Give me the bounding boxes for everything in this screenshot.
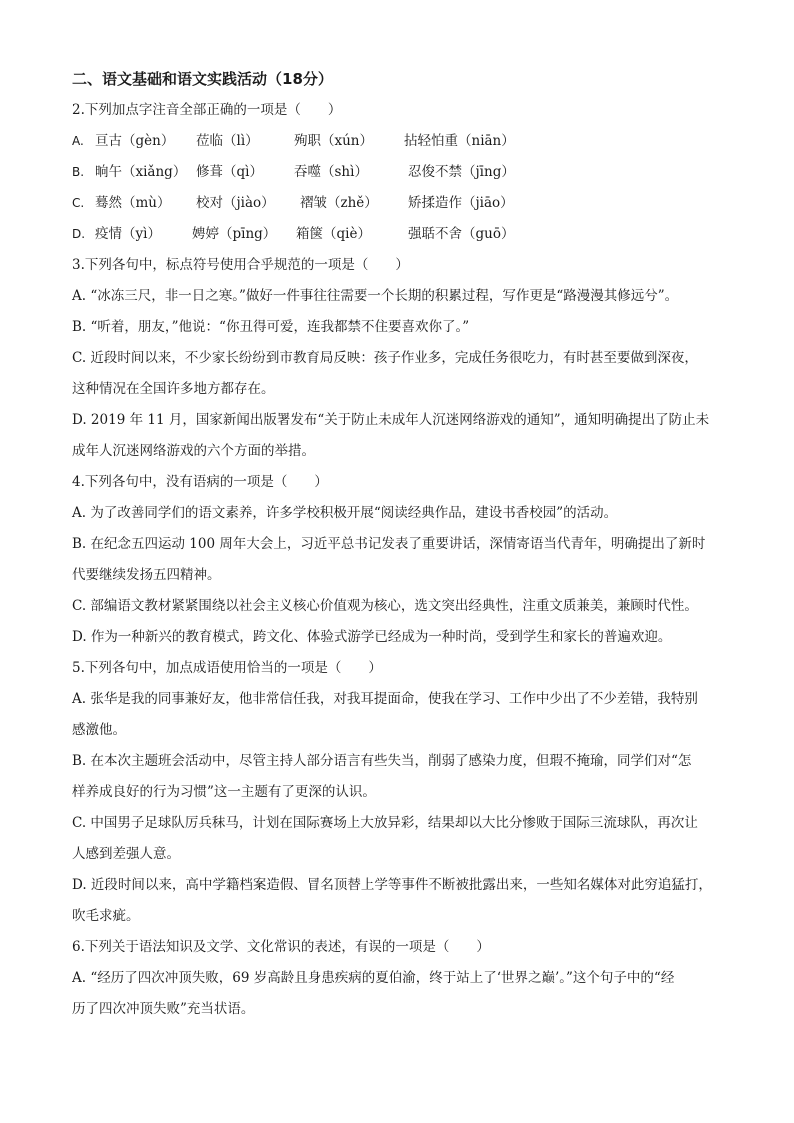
question-4-option-d: D. 作为一种新兴的教育模式，跨文化、体验式游学已经成为一种时尚，受到学生和家长的普遍欢迎。 — [72, 629, 672, 645]
question-3-stem: 3.下列各句中，标点符号使用合乎规范的一项是（ ） — [72, 257, 409, 273]
option-word: 吞噬（shì） — [294, 164, 368, 180]
question-5-option-a-line-2: 感激他。 — [72, 722, 126, 738]
option-word: 蓦然（mù） — [95, 195, 171, 211]
question-5-option-b-line-1: B. 在本次主题班会活动中，尽管主持人部分语言有些失当，削弱了感染力度，但瑕不掩瑜，同学们对“怎 — [72, 753, 692, 769]
option-label: C. — [72, 196, 85, 210]
question-4-option-b-line-2: 代要继续发扬五四精神。 — [72, 567, 221, 583]
question-4-option-a: A. 为了改善同学们的语文素养，许多学校积极开展“阅读经典作品，建设书香校园”的活动。 — [72, 505, 618, 521]
question-5-option-d-line-1: D. 近段时间以来，高中学籍档案造假、冒名顶替上学等事件不断被批露出来，一些知名媒体对此穷追猛打， — [72, 877, 712, 893]
question-5-option-a-line-1: A. 张华是我的同事兼好友，他非常信任我，对我耳提面命，使我在学习、工作中少出了不少差错，我特别 — [72, 691, 698, 707]
question-2-stem: 2.下列加点字注音全部正确的一项是（ ） — [72, 102, 342, 118]
option-word: 亘古（gèn） — [95, 133, 175, 149]
option-word: 矫揉造作（jiāo） — [408, 195, 514, 211]
option-word: 疫情（yì） — [95, 226, 161, 242]
section-title: 二、语文基础和语文实践活动（18分） — [72, 70, 333, 88]
option-word: 校对（jiào） — [196, 195, 275, 211]
question-6-option-a-line-1: A. “经历了四次冲顶失败，69 岁高龄且身患疾病的夏伯渝，终于站上了‘世界之巅’。”这个句子中的“经 — [72, 970, 675, 986]
question-3-option-a: A. “冰冻三尺，非一日之寒。”做好一件事往往需要一个长期的积累过程，写作更是“路漫漫其修远兮”。 — [72, 288, 679, 304]
option-label: D. — [72, 227, 86, 241]
option-word: 箱箧（qiè） — [296, 226, 371, 242]
option-word: 殉职（xún） — [294, 133, 374, 149]
question-2-option-a — [72, 126, 728, 157]
option-word: 娉婷（pīng） — [192, 226, 277, 242]
option-word: 强聒不舍（guō） — [408, 226, 515, 242]
question-3-option-d-line-2: 成年人沉迷网络游戏的六个方面的举措。 — [72, 443, 315, 459]
option-word: 晌午（xiǎng） — [95, 164, 187, 180]
question-5-option-c-line-2: 人感到差强人意。 — [72, 846, 180, 862]
exam-page — [72, 64, 728, 1025]
question-5-option-c-line-1: C. 中国男子足球队厉兵秣马，计划在国际赛场上大放异彩，结果却以大比分惨败于国际三流球队，再次让 — [72, 815, 698, 831]
option-label: B. — [72, 165, 85, 179]
question-4-stem: 4.下列各句中，没有语病的一项是（ ） — [72, 474, 328, 490]
option-word: 修葺（qì） — [196, 164, 263, 180]
question-5-option-d-line-2: 吹毛求疵。 — [72, 908, 140, 924]
question-3-option-d-line-1: D. 2019 年 11 月，国家新闻出版署发布“关于防止未成年人沉迷网络游戏的通知”，通知明确提出了防止未 — [72, 412, 710, 428]
option-word: 忍俊不禁（jīng） — [408, 164, 515, 180]
question-6-stem: 6.下列关于语法知识及文学、文化常识的表述，有误的一项是（ ） — [72, 939, 490, 955]
question-5-option-b-line-2: 样养成良好的行为习惯”这一主题有了更深的认识。 — [72, 784, 376, 800]
question-2-option-d — [72, 219, 728, 250]
question-3-option-c-line-1: C. 近段时间以来，不少家长纷纷到市教育局反映：孩子作业多，完成任务很吃力，有时甚至要做到深夜， — [72, 350, 698, 366]
option-label: A. — [72, 134, 84, 148]
question-2-option-b — [72, 157, 728, 188]
question-3-option-c-line-2: 这种情况在全国许多地方都存在。 — [72, 381, 275, 397]
option-word: 莅临（lì） — [196, 133, 259, 149]
question-2-option-c — [72, 188, 728, 219]
question-3-option-b: B. “听着，朋友，”他说：“你丑得可爱，连我都禁不住要喜欢你了。” — [72, 319, 470, 335]
option-word: 褶皱（zhě） — [300, 195, 378, 211]
question-5-stem: 5.下列各句中，加点成语使用恰当的一项是（ ） — [72, 660, 382, 676]
question-6-option-a-line-2: 历了四次冲顶失败”充当状语。 — [72, 1001, 255, 1017]
question-4-option-c: C. 部编语文教材紧紧围绕以社会主义核心价值观为核心，选文突出经典性，注重文质兼美，兼顾时代性。 — [72, 598, 698, 614]
option-word: 拈轻怕重（niān） — [404, 133, 515, 149]
question-4-option-b-line-1: B. 在纪念五四运动 100 周年大会上，习近平总书记发表了重要讲话，深情寄语当代青年，明确提出了新时 — [72, 536, 706, 552]
